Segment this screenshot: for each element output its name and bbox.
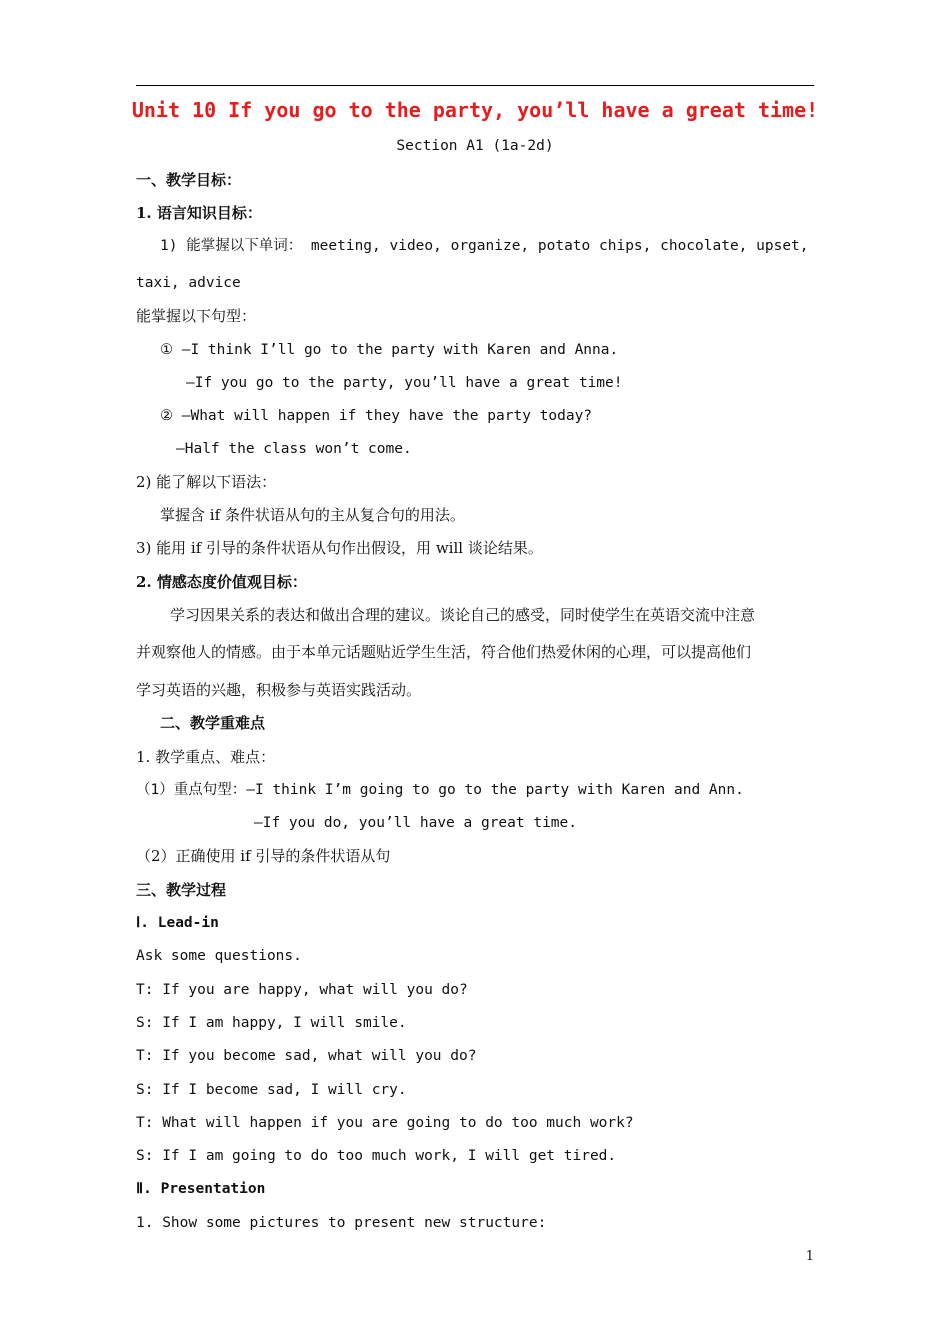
objective-3: 3) 能用 if 引导的条件状语从句作出假设，用 will 谈论结果。 — [136, 539, 543, 557]
dialogue-t-1: T: If you are happy, what will you do? — [136, 982, 468, 998]
header-rule — [136, 85, 814, 86]
heading-emotional-goals: 2. 情感态度价值观目标： — [136, 573, 307, 591]
heading-teaching-process: 三、教学过程 — [136, 881, 227, 899]
key-points-label: 1. 教学重点、难点： — [136, 748, 276, 766]
heading-teaching-objectives: 一、教学目标： — [136, 171, 242, 189]
lead-in-line-1: Ask some questions. — [136, 948, 302, 964]
heading-language-knowledge: 1. 语言知识目标： — [136, 204, 262, 222]
grammar-line: 掌握含 if 条件状语从句的主从复合句的用法。 — [160, 506, 465, 524]
pattern-1a: ① —I think I’ll go to the party with Karen and Anna. — [160, 342, 619, 358]
paragraph-line-1: 学习因果关系的表达和做出合理的建议。谈论自己的感受，同时使学生在英语交流中注意 — [170, 606, 756, 624]
presentation-line-1: 1. Show some pictures to present new structure: — [136, 1215, 547, 1231]
dialogue-s-2: S: If I become sad, I will cry. — [136, 1082, 407, 1098]
heading-lead-in: Ⅰ. Lead-in — [136, 915, 219, 931]
pattern-2b: —Half the class won’t come. — [176, 441, 412, 457]
pattern-2a: ② —What will happen if they have the party today? — [160, 408, 593, 424]
paragraph-line-2: 并观察他人的情感。由于本单元话题贴近学生生活，符合他们热爱休闲的心理，可以提高他们 — [136, 643, 752, 661]
vocab-line: 1) 能掌握以下单词： meeting, video, organize, potato chips, chocolate, upset, — [160, 238, 809, 254]
heading-presentation: Ⅱ. Presentation — [136, 1181, 266, 1197]
pattern-1b: —If you go to the party, you’ll have a great time! — [186, 375, 623, 391]
document-title: Unit 10 If you go to the party, you’ll have a great time! — [131, 98, 819, 122]
sentence-patterns-label: 能掌握以下句型： — [136, 307, 257, 325]
grammar-label: 2) 能了解以下语法： — [136, 473, 277, 491]
dialogue-t-3: T: What will happen if you are going to do too much work? — [136, 1115, 634, 1131]
dialogue-s-3: S: If I am going to do too much work, I will get tired. — [136, 1148, 617, 1164]
dialogue-s-1: S: If I am happy, I will smile. — [136, 1015, 407, 1031]
key-pattern-b: —If you do, you’ll have a great time. — [254, 815, 578, 831]
section-subtitle: Section A1 (1a-2d) — [396, 138, 554, 154]
key-point-2: （2）正确使用 if 引导的条件状语从句 — [136, 847, 391, 865]
dialogue-t-2: T: If you become sad, what will you do? — [136, 1048, 477, 1064]
paragraph-line-3: 学习英语的兴趣，积极参与英语实践活动。 — [136, 681, 422, 699]
vocab-line-cont: taxi, advice — [136, 275, 241, 291]
page-number: 1 — [805, 1249, 814, 1264]
key-pattern-a: （1）重点句型：—I think I’m going to go to the party with Karen and Ann. — [136, 782, 744, 798]
heading-key-points: 二、教学重难点 — [160, 714, 266, 732]
